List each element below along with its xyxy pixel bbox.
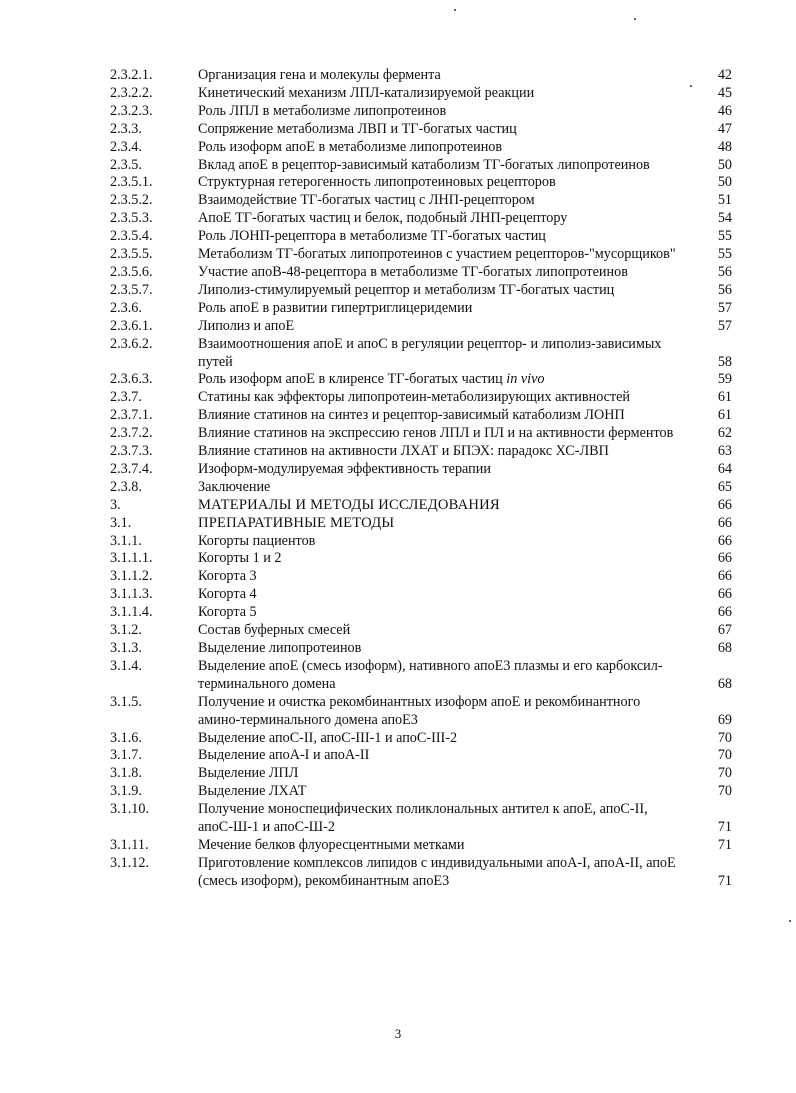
toc-entry-title: Кинетический механизм ЛПЛ-катализируемой реакции [198, 84, 535, 101]
toc-entry-number: 2.3.5.7. [110, 281, 153, 298]
toc-entry [0, 318, 796, 336]
toc-entry-page: 63 [717, 443, 732, 460]
toc-entry-title: МАТЕРИАЛЫ И МЕТОДЫ ИССЛЕДОВАНИЯ [198, 496, 500, 513]
toc-entry-number: 2.3.5. [110, 156, 142, 173]
toc-entry-page: 57 [717, 299, 732, 316]
toc-entry-page: 45 [717, 84, 732, 101]
toc-entry-number: 3.1.2. [110, 622, 142, 639]
toc-entry-title: Когорта 3 [198, 568, 257, 585]
toc-entry-page: 54 [717, 210, 732, 227]
toc-entry-page: 71 [717, 836, 732, 853]
toc-entry [0, 282, 796, 300]
toc-entry-number: 2.3.7.1. [110, 407, 153, 424]
toc-entry-number: 3.1.10. [110, 801, 150, 818]
toc-entry [0, 103, 796, 121]
toc-entry-title: Влияние статинов на синтез и рецептор-зависимый катаболизм ЛОНП [198, 407, 625, 424]
toc-entry [0, 67, 796, 85]
toc-entry [0, 371, 796, 389]
toc-entry-title: Роль ЛОНП-рецептора в метаболизме ТГ-богатых частиц [198, 228, 546, 245]
scan-speck [789, 920, 791, 922]
toc-entry-number: 3.1.5. [110, 693, 142, 710]
toc-entry-page: 50 [717, 174, 732, 191]
toc-entry-number: 2.3.8. [110, 478, 142, 495]
toc-entry-number: 3. [110, 496, 121, 513]
toc-entry-title: Когорты 1 и 2 [198, 550, 282, 567]
toc-entry [0, 407, 796, 425]
toc-entry-title: Выделение липопротеинов [198, 640, 362, 656]
toc-entry-title: Выделение ЛХАТ [198, 783, 307, 800]
toc-entry [0, 425, 796, 443]
toc-entry-title: Организация гена и молекулы фермента [198, 67, 441, 83]
toc-entry [0, 855, 796, 891]
toc-entry [0, 192, 796, 210]
toc-entry [0, 300, 796, 318]
toc-entry-number: 3.1.3. [110, 640, 142, 656]
toc-entry-number: 2.3.2.3. [110, 102, 153, 119]
toc-entry-number: 2.3.5.2. [110, 192, 153, 209]
toc-entry-title: ПРЕПАРАТИВНЫЕ МЕТОДЫ [198, 514, 395, 531]
toc-entry [0, 461, 796, 479]
toc-entry [0, 174, 796, 192]
toc-entry-number: 2.3.5.4. [110, 228, 153, 245]
toc-entry-number: 2.3.3. [110, 120, 142, 137]
toc-entry-number: 2.3.7.2. [110, 425, 153, 442]
toc-entry-page: 70 [717, 747, 732, 764]
toc-entry-page: 55 [717, 228, 732, 245]
toc-entry [0, 228, 796, 246]
toc-entry-number: 2.3.7.4. [110, 460, 153, 477]
toc-entry-page: 46 [717, 102, 732, 119]
toc-entry-page: 57 [717, 317, 732, 334]
toc-entry-title: Роль изоформ апоЕ в метаболизме липопротеинов [198, 138, 503, 155]
toc-entry [0, 497, 796, 515]
toc-entry [0, 443, 796, 461]
toc-entry-number: 2.3.4. [110, 138, 142, 155]
toc-entry-page: 50 [717, 156, 732, 173]
toc-entry-title: Когорты пациентов [198, 532, 316, 549]
toc-entry-title: Заключение [198, 478, 271, 495]
toc-entry-number: 2.3.2.2. [110, 84, 153, 101]
toc-entry [0, 139, 796, 157]
toc-entry-page: 68 [717, 640, 732, 656]
toc-entry-title: Влияние статинов на активности ЛХАТ и БПЭХ: парадокс ХС-ЛВП [198, 443, 609, 460]
toc-entry-number: 3.1.8. [110, 765, 142, 782]
toc-entry-number: 3.1.9. [110, 783, 142, 800]
toc-entry-page: 66 [717, 604, 732, 621]
toc-entry [0, 765, 796, 783]
toc-entry-page: 47 [717, 120, 732, 137]
toc-entry-page: 55 [717, 246, 732, 263]
toc-entry-title: Сопряжение метаболизма ЛВП и ТГ-богатых частиц [198, 120, 517, 137]
toc-entry-number: 2.3.6.1. [110, 317, 153, 334]
toc-entry [0, 694, 796, 730]
toc-entry-number: 3.1.4. [110, 657, 142, 674]
toc-entry-title: АпоЕ ТГ-богатых частиц и белок, подобный ЛНП-рецептору [198, 210, 568, 227]
toc-entry [0, 264, 796, 282]
toc-entry-title: Выделение апоЕ (смесь изоформ), нативного апоЕ3 плазмы и его карбоксил-терминального домена [198, 657, 663, 692]
toc-entry-page: 66 [717, 532, 732, 549]
toc-entry-page: 51 [717, 192, 732, 209]
toc-entry-page: 70 [717, 765, 732, 782]
toc-entry [0, 121, 796, 139]
toc-entry [0, 640, 796, 658]
toc-entry-page: 48 [717, 138, 732, 155]
toc-entry-number: 2.3.5.1. [110, 174, 153, 191]
toc-entry-number: 2.3.6.3. [110, 371, 153, 388]
toc-entry-number: 3.1.1.4. [110, 604, 153, 621]
toc-entry-number: 3.1. [110, 514, 132, 531]
toc-entry [0, 479, 796, 497]
toc-entry-number: 2.3.2.1. [110, 67, 153, 83]
toc-entry-title: Взаимоотношения апоЕ и апоС в регуляции рецептор- и липолиз-зависимых путей [198, 335, 662, 370]
toc-entry-number: 3.1.1.3. [110, 586, 153, 603]
toc-entry-title: Липолиз-стимулируемый рецептор и метаболизм ТГ-богатых частиц [198, 281, 615, 298]
toc-entry-title: Структурная гетерогенность липопротеиновых рецепторов [198, 174, 556, 191]
toc-entry [0, 336, 796, 372]
toc-entry-title: Когорта 5 [198, 604, 257, 621]
page-number: 3 [394, 1026, 402, 1041]
toc-entry-title: Роль ЛПЛ в метаболизме липопротеинов [198, 102, 447, 119]
toc-entry [0, 85, 796, 103]
toc-entry-page: 66 [717, 586, 732, 603]
toc-entry-title: Выделение апоА-I и апоА-II [198, 747, 370, 764]
toc-entry-title: Мечение белков флуоресцентными метками [198, 836, 465, 853]
toc-entry-page: 71 [717, 819, 732, 836]
toc-entry [0, 801, 796, 837]
toc-entry-title: Изоформ-модулируемая эффективность терапии [198, 460, 491, 477]
toc-entry-title: Получение моноспецифических поликлональных антител к апоЕ, апоС-II, апоС-Ш-1 и апоС-Ш-2 [198, 801, 648, 836]
toc-entry-page: 68 [717, 675, 732, 692]
toc-entry-title: Выделение ЛПЛ [198, 765, 299, 782]
toc-entry [0, 533, 796, 551]
toc-entry-title: Роль апоЕ в развитии гипертриглицеридемии [198, 299, 473, 316]
toc-entry-page: 66 [717, 568, 732, 585]
toc-entry-page: 64 [717, 460, 732, 477]
toc-entry-page: 66 [717, 496, 732, 513]
toc-entry [0, 604, 796, 622]
toc-entry-page: 66 [717, 514, 732, 531]
toc-entry [0, 658, 796, 694]
toc-entry-title: Липолиз и апоЕ [198, 317, 295, 334]
toc-entry [0, 157, 796, 175]
toc-entry-page: 62 [717, 425, 732, 442]
toc-entry-title: Метаболизм ТГ-богатых липопротеинов с участием рецепторов-"мусорщиков" [198, 246, 676, 263]
toc-entry-number: 2.3.5.6. [110, 263, 153, 280]
toc-entry [0, 747, 796, 765]
toc-entry-number: 3.1.1. [110, 532, 142, 549]
toc-entry-page: 58 [717, 353, 732, 370]
toc-entry [0, 837, 796, 855]
toc-entry [0, 783, 796, 801]
toc-entry-title: Участие апоВ-48-рецептора в метаболизме ТГ-богатых липопротеинов [198, 263, 628, 280]
toc-entry [0, 210, 796, 228]
toc-entry-number: 2.3.5.5. [110, 246, 153, 263]
toc-entry-page: 59 [717, 371, 732, 388]
toc-entry-title: Роль изоформ апоЕ в клиренсе ТГ-богатых частиц in vivo [198, 371, 545, 388]
toc-entry [0, 550, 796, 568]
toc-entry-number: 3.1.6. [110, 729, 142, 746]
toc-entry-page: 69 [717, 711, 732, 728]
toc-entry-page: 71 [717, 872, 732, 889]
toc-entry-title: Вклад апоЕ в рецептор-зависимый катаболизм ТГ-богатых липопротеинов [198, 156, 650, 173]
toc-entry-number: 2.3.7.3. [110, 443, 153, 460]
scan-speck [634, 18, 636, 20]
toc-entry-page: 56 [717, 263, 732, 280]
toc-entry-title: Когорта 4 [198, 586, 257, 603]
toc-entry [0, 730, 796, 748]
toc-entry [0, 515, 796, 533]
toc-entry-number: 2.3.5.3. [110, 210, 153, 227]
toc-entry-page: 65 [717, 478, 732, 495]
toc-entry [0, 568, 796, 586]
toc-entry-number: 3.1.11. [110, 836, 149, 853]
toc-entry-page: 66 [717, 550, 732, 567]
toc-entry-title: Получение и очистка рекомбинантных изоформ апоЕ и рекомбинантного амино-терминального домена апоЕ3 [198, 693, 641, 728]
toc-entry-title: Приготовление комплексов липидов с индивидуальными апоА-I, апоА-II, апоЕ (смесь изоформ), рекомбинантным апоЕ3 [198, 854, 676, 889]
toc-entry-page: 70 [717, 729, 732, 746]
toc-entry-number: 3.1.1.2. [110, 568, 153, 585]
table-of-contents [0, 67, 796, 891]
toc-entry-page: 67 [717, 622, 732, 639]
toc-entry-page: 56 [717, 281, 732, 298]
toc-entry-title: Взаимодействие ТГ-богатых частиц с ЛНП-рецептором [198, 192, 535, 209]
toc-entry-page: 61 [717, 389, 732, 406]
toc-entry-number: 2.3.6. [110, 299, 142, 316]
toc-entry [0, 622, 796, 640]
toc-entry-number: 3.1.1.1. [110, 550, 153, 567]
toc-entry-page: 70 [717, 783, 732, 800]
toc-entry-title: Выделение апоС-II, апоС-III-1 и апоС-III-2 [198, 729, 458, 746]
toc-entry-title: Влияние статинов на экспрессию генов ЛПЛ и ПЛ и на активности ферментов [198, 425, 674, 442]
toc-entry-page: 42 [717, 67, 732, 83]
scan-speck [454, 9, 456, 11]
toc-entry-title: Статины как эффекторы липопротеин-метаболизирующих активностей [198, 389, 631, 406]
toc-entry-number: 3.1.7. [110, 747, 142, 764]
toc-entry-page: 61 [717, 407, 732, 424]
toc-entry [0, 389, 796, 407]
toc-entry-number: 2.3.6.2. [110, 335, 153, 352]
toc-entry [0, 246, 796, 264]
toc-entry [0, 586, 796, 604]
toc-entry-title: Состав буферных смесей [198, 622, 351, 639]
toc-entry-number: 3.1.12. [110, 854, 150, 871]
toc-entry-number: 2.3.7. [110, 389, 142, 406]
